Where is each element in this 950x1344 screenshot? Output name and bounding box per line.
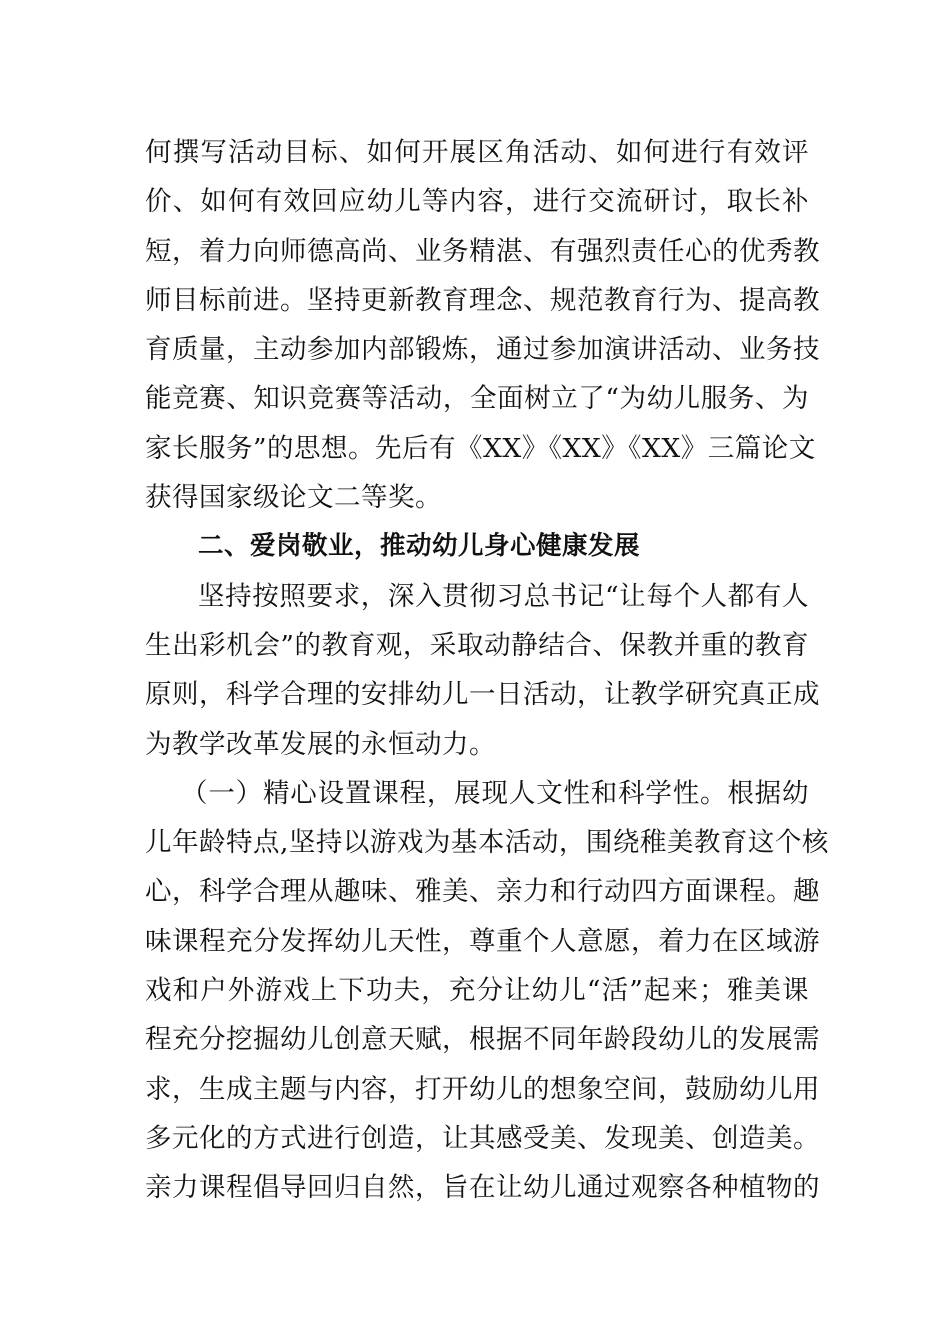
text-line: 多元化的方式进行创造，让其感受美、发现美、创造美。 <box>145 1122 820 1154</box>
text-line: 坚持按照要求，深入贯彻习总书记“让每个人都有人 <box>198 580 809 612</box>
text-line: 戏和户外游戏上下功夫，充分让幼儿“活”起来；雅美课 <box>145 975 809 1007</box>
text-line: 味课程充分发挥幼儿天性，尊重个人意愿，着力在区域游 <box>145 925 820 957</box>
text-line: 师目标前进。坚持更新教育理念、规范教育行为、提高教 <box>145 284 820 316</box>
text-line: 育质量，主动参加内部锻炼，通过参加演讲活动、业务技 <box>145 334 820 366</box>
text-line: 家长服务”的思想。先后有《XX》《XX》《XX》三篇论文 <box>145 432 816 464</box>
text-line: 能竞赛、知识竞赛等活动，全面树立了“为幼儿服务、为 <box>145 383 809 415</box>
section-heading: 二、爱岗敬业，推动幼儿身心健康发展 <box>198 531 641 562</box>
text-line: 亲力课程倡导回归自然，旨在让幼儿通过观察各种植物的 <box>145 1172 820 1204</box>
text-line: 原则，科学合理的安排幼儿一日活动，让教学研究真正成 <box>145 679 820 711</box>
text-line: 生出彩机会”的教育观，采取动静结合、保教并重的教育 <box>145 629 809 661</box>
text-line: 儿年龄特点,坚持以游戏为基本活动，围绕稚美教育这个核 <box>145 827 829 859</box>
text-line: 心，科学合理从趣味、雅美、亲力和行动四方面课程。趣 <box>145 876 820 908</box>
text-line: 何撰写活动目标、如何开展区角活动、如何进行有效评 <box>145 137 809 168</box>
text-line: 为教学改革发展的永恒动力。 <box>145 728 496 760</box>
document-body <box>145 128 829 1213</box>
text-line: 程充分挖掘幼儿创意天赋，根据不同年龄段幼儿的发展需 <box>145 1024 820 1056</box>
text-line: 价、如何有效回应幼儿等内容，进行交流研讨，取长补 <box>145 186 809 218</box>
subsection-lead-line: （一）精心设置课程，展现人文性和科学性。根据幼 <box>181 777 809 809</box>
text-line: 获得国家级论文二等奖。 <box>145 482 442 514</box>
text-line: 求，生成主题与内容，打开幼儿的想象空间，鼓励幼儿用 <box>145 1073 820 1105</box>
text-line: 短，着力向师德高尚、业务精湛、有强烈责任心的优秀教 <box>145 235 820 267</box>
